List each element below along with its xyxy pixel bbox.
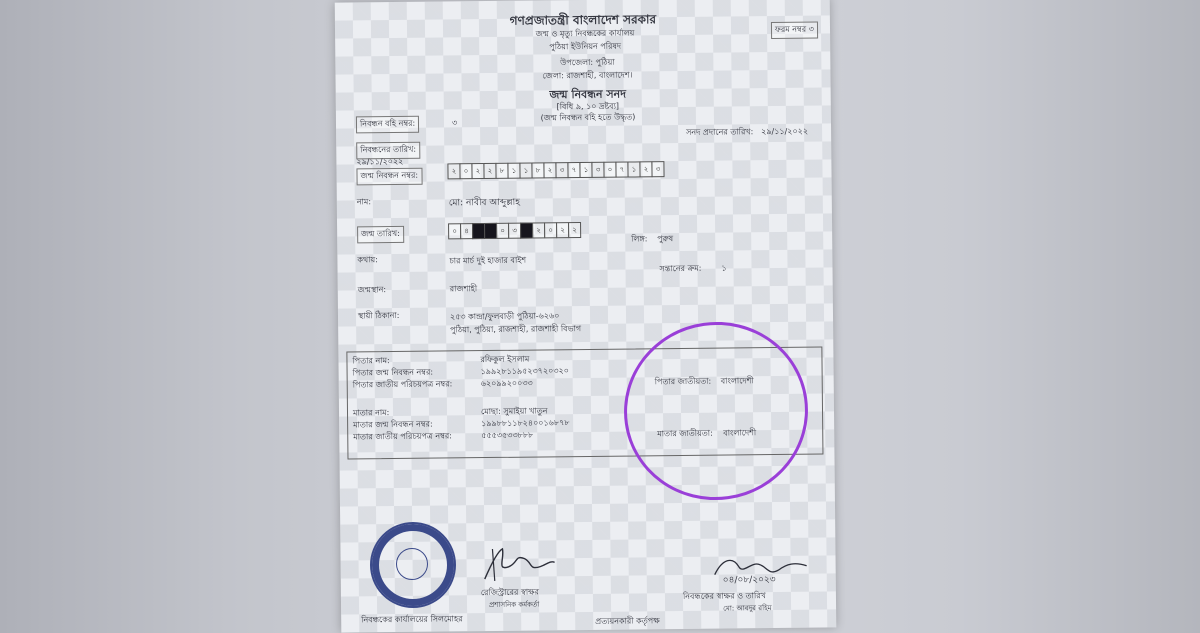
reg-date-value: ২৯/১১/২০২২ (356, 156, 404, 167)
mother-nationality-label: মাতার জাতীয়তা: (657, 428, 713, 439)
reg-digit-box: ২ (471, 163, 484, 179)
office-line: জন্ম ও মৃত্যু নিবন্ধকের কার্যালয় (535, 28, 635, 39)
right-signature-sub: মো: আবদুর রহিম (723, 604, 772, 613)
reg-digit-box: ৩ (591, 162, 604, 178)
father-name-value: রফিকুল ইসলাম (480, 354, 530, 365)
reg-digit-box: ৮ (495, 163, 508, 179)
father-reg-value: ১৯৯২৮১১৯৫২৩৭২০৩২০ (480, 366, 569, 377)
address-line-2: পুঠিয়া, পুঠিয়া, রাজশাহী, রাজশাহী বিভাগ (450, 324, 582, 335)
father-reg-label: পিতার জন্ম নিবন্ধন নম্বর: (352, 367, 434, 378)
footer-center: প্রত্যয়নকারী কর্তৃপক্ষ (595, 616, 660, 626)
reg-digit-box: ২ (483, 163, 496, 179)
upazila-line: উপজেলা: পুঠিয়া (560, 57, 615, 68)
registrar-sub: প্রশাসনিক কর্মকর্তা (488, 600, 540, 610)
registrar-signature (478, 540, 558, 587)
reg-date-label: নিবন্ধনের তারিখ: (356, 142, 420, 160)
book-no-value: ৩ (451, 118, 458, 128)
reg-digit-box: ৭ (615, 162, 628, 178)
father-nid-value: ৬২০৯৯২০০৩৩ (480, 378, 533, 389)
form-number: ফরম নম্বর ৩ (771, 22, 818, 39)
father-nationality-label: পিতার জাতীয়তা: (654, 376, 712, 387)
mother-name-label: মাতার নাম: (352, 408, 390, 418)
dob-digit-box: ০ (544, 222, 557, 238)
seal-caption: নিবন্ধকের কার্যালয়ের সিলমোহর (361, 614, 463, 625)
union-line: পুঠিয়া ইউনিয়ন পরিষদ (549, 41, 622, 52)
dob-digit-box: ২ (532, 222, 545, 238)
reg-digit-box: ৭ (567, 162, 580, 178)
name-label: নাম: (356, 197, 372, 207)
mother-nid-label: মাতার জাতীয় পরিচয়পত্র নম্বর: (353, 431, 452, 442)
dob-digit-box: ০ (496, 223, 509, 239)
dob-digit-box: ২ (556, 222, 569, 238)
issue-date-value: ২৯/১১/২০২২ (761, 126, 809, 137)
in-words-value: চার মার্চ দুই হাজার বাইশ (449, 255, 527, 266)
sub-rule-line: (জন্ম নিবন্ধন বহি হতে উদ্ধৃত) (540, 112, 636, 123)
birthplace-label: জন্মস্থান: (357, 285, 387, 295)
mother-name-value: মোছা: সুমাইয়া খাতুন (480, 406, 548, 417)
registrar-signature-caption: রেজিস্ট্রারের স্বাক্ষর (480, 587, 540, 598)
book-no-label: নিবন্ধন বহি নম্বর: (356, 116, 419, 134)
birthplace-value: রাজশাহী (449, 284, 478, 294)
reg-digit-box: ১ (519, 163, 532, 179)
reg-digit-box: ২ (639, 161, 652, 177)
mother-nid-value: ৫৫৫৩৫৩৩৮৮৮ (481, 430, 534, 441)
mother-nationality-value: বাংলাদেশী (723, 428, 757, 438)
reg-digit-box: ২ (543, 162, 556, 178)
mother-reg-value: ১৯৯৮৮১১৮২৪০০১৬৮৭৮ (481, 418, 570, 429)
reg-digit-box: ২ (447, 163, 460, 179)
dob-boxes (449, 222, 581, 239)
father-nationality-value: বাংলাদেশী (720, 376, 754, 386)
sex-value: পুরুষ (657, 234, 674, 244)
dob-label: জন্ম তারিখ: (357, 226, 404, 243)
right-signature-date: ০৪/০৮/২০২৩ (722, 575, 776, 586)
name-value: মো: নাবীব আব্দুল্লাহ (448, 197, 521, 209)
address-line-1: ২৫৩ কান্দ্রা/ফুলবাড়ী পুঠিয়া-৬২৬০ (449, 311, 560, 322)
mother-reg-label: মাতার জন্ম নিবন্ধন নম্বর: (353, 419, 433, 430)
reg-digit-box: ৩ (651, 161, 664, 177)
right-signature-caption: নিবন্ধকের স্বাক্ষর ও তারিখ (682, 591, 766, 601)
rule-line: [বিধি ৯, ১০ দ্রষ্টব্য] (556, 101, 620, 112)
reg-digit-box: ০ (603, 162, 616, 178)
dob-digit-box: ২ (568, 222, 581, 238)
in-words-label: কথায়: (357, 255, 378, 265)
address-label: স্থায়ী ঠিকানা: (357, 310, 400, 321)
reg-digit-box: ১ (507, 163, 520, 179)
reg-digit-box: ৩ (555, 162, 568, 178)
reg-digit-box: ১ (627, 161, 640, 177)
birth-order-label: সন্তানের ক্রম: (659, 263, 702, 274)
reg-no-label: জন্ম নিবন্ধন নম্বর: (356, 168, 422, 186)
dob-digit-box: ৩ (508, 223, 521, 239)
birth-order-value: ১ (721, 263, 727, 273)
sex-label: লিঙ্গ: (631, 234, 648, 244)
dob-digit-box: ০ (448, 223, 461, 239)
dob-digit-box: ৪ (460, 223, 473, 239)
government-title: গণপ্রজাতন্ত্রী বাংলাদেশ সরকার (509, 12, 657, 28)
father-name-label: পিতার নাম: (352, 356, 390, 366)
issue-date-label: সনদ প্রদানের তারিখ: (686, 127, 754, 137)
office-seal-stamp (370, 522, 456, 608)
district-line: জেলা: রাজশাহী, বাংলাদেশ। (542, 70, 633, 81)
reg-digit-box: ৮ (531, 162, 544, 178)
reg-number-boxes (448, 161, 664, 179)
document-title: জন্ম নিবন্ধন সনদ (549, 87, 627, 102)
father-nid-label: পিতার জাতীয় পরিচয়পত্র নম্বর: (352, 379, 453, 390)
reg-digit-box: ০ (459, 163, 472, 179)
reg-digit-box: ১ (579, 162, 592, 178)
